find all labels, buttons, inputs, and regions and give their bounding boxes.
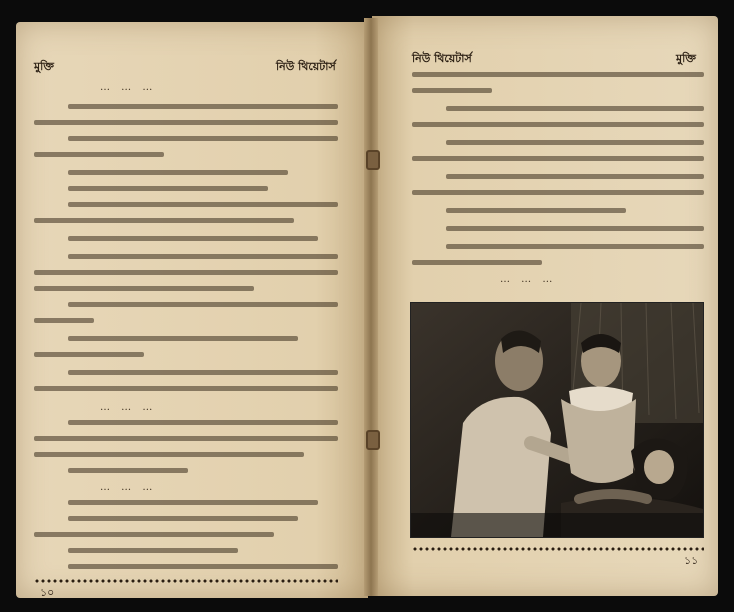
text-line xyxy=(412,190,704,195)
text-line xyxy=(68,236,318,241)
left-header-title: মুক্তি xyxy=(34,60,54,73)
text-line xyxy=(34,532,274,537)
text-line xyxy=(68,202,338,207)
left-ellipsis: … … … xyxy=(100,402,157,413)
text-line xyxy=(68,516,298,521)
text-line xyxy=(68,170,288,175)
text-line xyxy=(34,436,338,441)
film-still-photo xyxy=(410,302,704,538)
text-line xyxy=(68,136,338,141)
text-line xyxy=(68,420,338,425)
book-spine xyxy=(364,18,378,596)
text-line xyxy=(446,140,704,145)
text-line xyxy=(34,318,94,323)
text-line xyxy=(68,104,338,109)
staple-bottom-icon xyxy=(366,430,380,450)
staple-top-icon xyxy=(366,150,380,170)
text-line xyxy=(34,218,294,223)
text-line xyxy=(446,208,626,213)
text-line xyxy=(34,286,254,291)
text-line xyxy=(68,254,338,259)
text-line xyxy=(446,244,704,249)
right-page-number: ১১ xyxy=(684,554,699,567)
text-line xyxy=(412,122,704,127)
text-line xyxy=(68,468,188,473)
text-line xyxy=(34,452,304,457)
text-line xyxy=(34,270,338,275)
left-ellipsis: … … … xyxy=(100,82,157,93)
text-line xyxy=(446,106,704,111)
right-ellipsis: … … … xyxy=(500,274,557,285)
left-ellipsis: … … … xyxy=(100,482,157,493)
text-line xyxy=(34,152,164,157)
right-header-publisher: নিউ থিয়েটার্স xyxy=(412,52,472,65)
text-line xyxy=(446,174,704,179)
right-header-title: মুক্তি xyxy=(676,52,696,65)
text-line xyxy=(34,386,338,391)
text-line xyxy=(68,548,238,553)
text-line xyxy=(68,186,268,191)
left-header-publisher: নিউ থিয়েটার্স xyxy=(276,60,336,73)
text-line xyxy=(68,564,338,569)
text-line xyxy=(68,370,338,375)
text-line xyxy=(34,352,144,357)
text-line xyxy=(412,72,704,77)
left-page-number: ১০ xyxy=(40,586,55,599)
text-line xyxy=(412,156,704,161)
text-line xyxy=(34,120,338,125)
text-line xyxy=(68,336,298,341)
right-ornament-border xyxy=(412,546,704,552)
text-line xyxy=(68,302,338,307)
text-line xyxy=(412,260,542,265)
film-still-icon xyxy=(411,303,703,537)
text-line xyxy=(446,226,704,231)
text-line xyxy=(412,88,492,93)
left-ornament-border xyxy=(34,578,338,584)
text-line xyxy=(68,500,318,505)
